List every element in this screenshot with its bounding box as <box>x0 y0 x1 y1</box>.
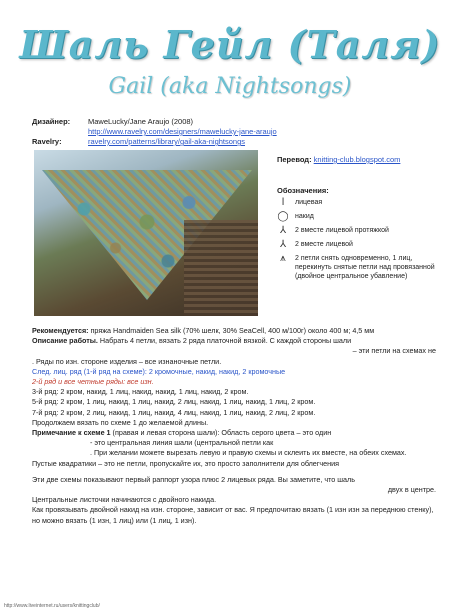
designer-link[interactable]: http://www.ravelry.com/designers/mawelucky-jane-araujo <box>88 127 277 136</box>
page-subtitle: Gail (aka Nightsongs) <box>108 74 352 99</box>
description-cont: . Ряды по изн. стороне изделия – все изнаночные петли. <box>32 356 222 366</box>
description-right: – эти петли на схемах не <box>352 346 436 356</box>
row-2: 2-й ряд и все четные ряды: все изн. <box>32 377 154 387</box>
ravelry-row <box>32 137 277 147</box>
designer-url-row <box>32 127 277 137</box>
pattern-meta <box>32 117 277 147</box>
circle-icon: ◯ <box>277 211 289 222</box>
double-decrease-icon: ⩚ <box>280 253 286 264</box>
description-paragraph: Описание работы. Набрать 4 петли, вязать 2 ряда платочной вязкой. С каждой стороны шали <box>32 336 352 346</box>
legend-item-text: 2 вместе лицевой протяжкой <box>295 227 389 234</box>
note-paragraph: Примечание к схеме 1 (правая и левая сторона шали): Область серого цвета – это один <box>32 428 332 438</box>
translation-link[interactable]: knitting-club.blogspot.com <box>313 155 401 164</box>
footer-url: http://www.liveinternet.ru/users/knittingclub/ <box>4 603 100 609</box>
double-yo-line: Как провязывать двойной накид на изн. стороне, зависит от вас. Я предпочитаю вязать (1 изн изн за переднюю стенку), но можно вязать (1 изн, 1 лиц) или (1 лиц, 1 изн). <box>32 505 434 525</box>
designer-row <box>32 117 277 127</box>
empty-squares-line: Пустые квадратики – это не петли, пропускайте их, это просто заполнители для облегчения <box>32 458 340 468</box>
shawl-photo <box>34 150 258 316</box>
legend-item <box>275 226 445 235</box>
translation-label: Перевод: <box>277 155 312 164</box>
legend-item-text: лицевая <box>295 199 323 206</box>
note-line-2: - это центральная линия шали (центральной петли как <box>90 438 274 448</box>
legend-item <box>275 198 445 207</box>
page-title: Шаль Гейл (Таля) <box>19 22 441 67</box>
right-lean-icon: ⅄ <box>279 239 287 250</box>
legend-item-text: накид <box>295 213 314 220</box>
row-5: 5-й ряд: 2 кром, 1 лиц, накид, 1 лиц, накид, 2 лиц, накид, 1 лиц, накид, 1 лиц, 2 кром. <box>32 397 316 407</box>
designer-label: Дизайнер: <box>32 117 71 126</box>
row-1: След. лиц. ряд (1-й ряд на схеме): 2 кромочные, накид, накид, 2 кромочные <box>32 366 286 376</box>
two-schemes-right: двух в центре. <box>387 485 436 495</box>
continue-line: Продолжаем вязать по схеме 1 до желаемой длины. <box>32 417 209 427</box>
legend-title: Обозначения: <box>277 186 329 195</box>
legend <box>275 198 445 286</box>
designer-name: MaweLucky/Jane Araujo (2008) <box>88 117 194 126</box>
legend-item <box>275 254 445 281</box>
translation-line <box>277 155 400 164</box>
row-3: 3-й ряд: 2 кром, накид, 1 лиц, накид, накид, 1 лиц, накид, 2 кром. <box>32 387 249 397</box>
vertical-bar-icon: ǀ <box>281 197 285 208</box>
ravelry-label: Ravelry: <box>32 137 62 146</box>
pattern-body <box>32 326 436 526</box>
row-7: 7-й ряд: 2 кром, 2 лиц, накид, 1 лиц, накид, 4 лиц, накид, 1 лиц, накид, 2 лиц, 2 кром. <box>32 407 316 417</box>
recommend-paragraph: Рекомендуется: пряжа Handmaiden Sea silk (70% шелк, 30% SeaCell, 400 м/100г) около 400 м; 4,5 мм <box>32 326 375 335</box>
two-schemes-line: Эти две схемы показывают первый раппорт узора плюс 2 лицевых ряда. Вы заметите, что шаль <box>32 474 355 484</box>
chair-image <box>184 220 258 316</box>
central-leaves-line: Центральные листочки начинаются с двойного накида. <box>32 495 217 505</box>
legend-item <box>275 212 445 221</box>
legend-item-text: 2 петли снять одновременно, 1 лиц, перекинуть снятые петли над провязанной (двойное центральное убавление) <box>295 255 435 280</box>
left-lean-icon: ⅄ <box>279 225 287 236</box>
ravelry-link[interactable]: ravelry.com/patterns/library/gail-aka-nightsongs <box>88 137 246 146</box>
legend-item-text: 2 вместе лицевой <box>295 241 353 248</box>
legend-item <box>275 240 445 249</box>
note-line-3: . При желании можете вырезать левую и правую схемы и склеить их вместе, на обеих схемах. <box>90 448 407 458</box>
